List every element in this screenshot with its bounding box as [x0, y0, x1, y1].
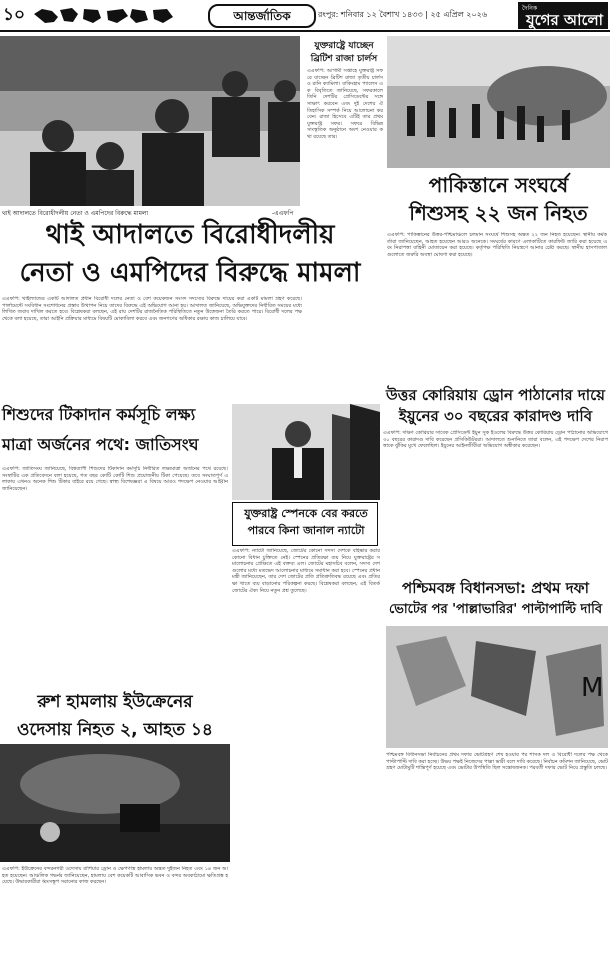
unicef-body: এএফপি: জাতিসংঘ জানিয়েছে, বিশ্বব্যাপী শিশুদের টিকাদান কর্মসূচি নির্ধারিত লক্ষ্যমাত্রা অর্জনের পথে রয়েছে। সংস্থাটির এক প্রতিবেদনে বলা হয়েছে, গত বছর কোটি কোটি শিশু প্রয়োজনীয় টিকা পেয়েছে। তবে সংঘাতপূর্ণ এলাকায় এখনও অনেক শিশু টিকার বাইরে রয়ে গেছে। স্বাস্থ্য বিশেষজ্ঞরা এ বিষয়ে আরও পদক্ষেপ নেওয়ার আহ্বান জানিয়েছেন। — [2, 466, 228, 492]
masthead-title: যুগের আলো — [526, 11, 604, 29]
thai-headline-1: থাই আদালতে বিরোধীদলীয় — [45, 220, 335, 250]
pakistan-headline-1: পাকিস্তানে সংঘর্ষে — [428, 173, 569, 197]
spain-pm-photo — [232, 404, 380, 500]
thai-photo-caption: থাই আদালতে বিরোধীদলীয় নেতা ও এমপিদের বিরুদ্ধে মামলা — [2, 210, 149, 217]
world-map-icon — [32, 6, 182, 24]
unicef-headline-1: শিশুদের টিকাদান কর্মসূচি লক্ষ্য — [2, 405, 196, 424]
charles-headline-2: ব্রিটিশ রাজা চার্লস — [310, 54, 378, 64]
pakistan-body: এএফপি: পাকিস্তানের উত্তর-পশ্চিমাঞ্চলে চলমান সংঘর্ষে শিশুসহ অন্তত ২২ জন নিহত হয়েছেন। স্থানীয় কর্মকর্তারা জানিয়েছেন, আহত হয়েছেন আরও অনেকে। সংঘর্ষের কারণে এলাকাটিতে কারফিউ জারি করা হয়েছে এবং নিরাপত্তা বাহিনী মোতায়েন করা হয়েছে। কর্তৃপক্ষ পরিস্থিতি নিয়ন্ত্রণে আনার চেষ্টা করছে। স্থানীয় হাসপাতালগুলোতে জরুরি অবস্থা ঘোষণা করা হয়েছে। — [387, 232, 607, 258]
thai-body: এএফপি: থাইল্যান্ডের একটি আদালত প্রধান বিরোধী দলের নেতা ও বেশ কয়েকজন সংসদ সদস্যের বিরুদ্ধে দায়ের করা একটি মামলা গ্রহণ করেছে। পার্লামেন্টে সংবিধান সংশোধনের প্রস্তাব উত্থাপন নিয়ে তাদের বিরুদ্ধে এই অভিযোগ আনা হয়। আদালত জানিয়েছে, অভিযুক্তদের নির্ধারিত সময়ের মধ্যে লিখিত জবাব দাখিল করতে হবে। বিশ্লেষকরা বলছেন, এই রায় দেশটির রাজনৈতিক পরিস্থিতিতে নতুন উত্তেজনা তৈরি করতে পারে। বিরোধী দলের পক্ষ থেকে বলা হয়েছে, তারা আইনি প্রক্রিয়ার মাধ্যমে বিষয়টি মোকাবিলা করবে এবং জনগণের অধিকার রক্ষায় কাজ চালিয়ে যাবে। — [2, 296, 302, 322]
pakistan-clash-photo — [387, 36, 610, 168]
masthead-logo — [518, 2, 608, 29]
wb-body: পশ্চিমবঙ্গ বিধানসভা নির্বাচনের প্রথম দফার ভোটগ্রহণ শেষ হওয়ার পর শাসক দল ও বিরোধী দলের পক্ষ থেকে পাল্টাপাল্টি দাবি করা হচ্ছে। উভয় পক্ষই নিজেদের পাল্লা ভারী বলে দাবি করেছে। নির্বাচন কমিশন জানিয়েছে, ভোটগ্রহণ মোটামুটি শান্তিপূর্ণ হয়েছে এবং ভোটার উপস্থিতি ছিল সন্তোষজনক। পরবর্তী দফার ভোট নিয়ে প্রস্তুতি চলছে। — [386, 752, 608, 772]
odessa-headline-1: রুশ হামলায় ইউক্রেনের — [37, 692, 193, 712]
thai-parliament-photo — [0, 36, 300, 206]
korea-headline-2: ইয়ুনের ৩০ বছরের কারাদণ্ড দাবি — [398, 407, 593, 425]
spain-body: এএফপি: ন্যাটো জানিয়েছে, জোটের কোনো সদস্য দেশকে বহিষ্কার করার কোনো বিধান চুক্তিতে নেই। স্পেনের প্রতিরক্ষা ব্যয় নিয়ে যুক্তরাষ্ট্রের সমালোচনার প্রেক্ষিতে এই বক্তব্য এল। জোটের মহাসচিব বলেন, সদস্য দেশগুলোর মধ্যে মতভেদ আলোচনার মাধ্যমে সমাধান করা হবে। স্পেনের প্রধানমন্ত্রী জানিয়েছেন, তার দেশ জোটের প্রতি প্রতিশ্রুতিবদ্ধ রয়েছে এবং প্রতিরক্ষা খাতে ব্যয় বাড়ানোর পরিকল্পনা করছে। বিশ্লেষকরা বলছেন, এই বিতর্ক জোটের ঐক্য নিয়ে নতুন প্রশ্ন তুলেছে। — [232, 548, 380, 594]
spain-headline-2: পারবে কিনা জানাল ন্যাটো — [247, 524, 365, 537]
thai-headline-2: নেতা ও এমপিদের বিরুদ্ধে মামলা — [19, 258, 361, 288]
page-number: ১০ — [3, 5, 26, 25]
charles-headline-1: যুক্তরাষ্ট্রে যাচ্ছেন — [314, 41, 374, 51]
section-label: আন্তর্জাতিক — [208, 4, 316, 28]
odessa-headline-2: ওদেসায় নিহত ২, আহত ১৪ — [17, 720, 213, 740]
unicef-headline-2: মাত্রা অর্জনের পথে: জাতিসংঘ — [2, 435, 199, 454]
odessa-attack-photo — [0, 744, 230, 862]
charles-body: এএফপি: আগামী সপ্তাহে যুক্তরাষ্ট্র সফরে যাচ্ছেন ব্রিটিশ রাজা তৃতীয় চার্লস ও রানি ক্যামিলা। বাকিংহাম প্যালেস এক বিবৃতিতে জানিয়েছে, সফরকালে তিনি দেশটির প্রেসিডেন্টের সঙ্গে সাক্ষাৎ করবেন এবং দুই দেশের ঐতিহাসিক সম্পর্ক নিয়ে আলোচনা করবেন। রাজা হিসেবে এটিই তার প্রথম যুক্তরাষ্ট্র সফর। সফরে বিভিন্ন সাংস্কৃতিক অনুষ্ঠানে অংশ নেওয়ার কথা রয়েছে তার। — [307, 68, 383, 140]
odessa-body: এএফপি: ইউক্রেনের বন্দরনগরী ওদেসায় রাশিয়ার ড্রোন ও ক্ষেপণাস্ত্র হামলায় অন্তত দুইজন নিহত এবং ১৪ জন আহত হয়েছেন। আঞ্চলিক গভর্নর জানিয়েছেন, হামলায় বেশ কয়েকটি আবাসিক ভবন ও বন্দর অবকাঠামো ক্ষতিগ্রস্ত হয়েছে। উদ্ধারকারীরা ধ্বংসস্তূপ সরানোর কাজ করছেন। — [2, 866, 228, 886]
thai-photo-credit: -এএফপি — [272, 210, 294, 217]
korea-body: এএফপি: দক্ষিণ কোরিয়ার সাবেক প্রেসিডেন্ট ইয়ুন সুক ইওলের বিরুদ্ধে উত্তর কোরিয়ায় ড্রোন পাঠানোর অভিযোগে ৩০ বছরের কারাদণ্ড দাবি করেছেন প্রসিকিউটররা। আদালতে শুনানিতে তারা বলেন, এই পদক্ষেপ দেশের নিরাপত্তাকে ঝুঁকির মুখে ফেলেছিল। ইয়ুনের আইনজীবীরা অভিযোগ অস্বীকার করেছেন। — [383, 430, 608, 450]
pakistan-headline-2: শিশুসহ ২২ জন নিহত — [409, 201, 588, 225]
wb-headline-2: ভোটের পর 'পাল্লাভারির' পাল্টাপাল্টি দাবি — [388, 602, 603, 617]
dateline: রংপুর: শনিবার ১২ বৈশাখ ১৪৩৩ | ২৫ এপ্রিল ২০২৬ — [318, 10, 488, 19]
masthead-small: দৈনিক — [522, 5, 538, 12]
wb-election-photo — [386, 626, 608, 748]
spain-headline-1: যুক্তরাষ্ট্র স্পেনকে বের করতে — [244, 507, 368, 520]
svg-text:M: M — [581, 673, 604, 703]
korea-headline-1: উত্তর কোরিয়ায় ড্রোন পাঠানোর দায়ে — [385, 386, 605, 404]
wb-headline-1: পশ্চিমবঙ্গ বিধানসভা: প্রথম দফা — [402, 579, 589, 597]
